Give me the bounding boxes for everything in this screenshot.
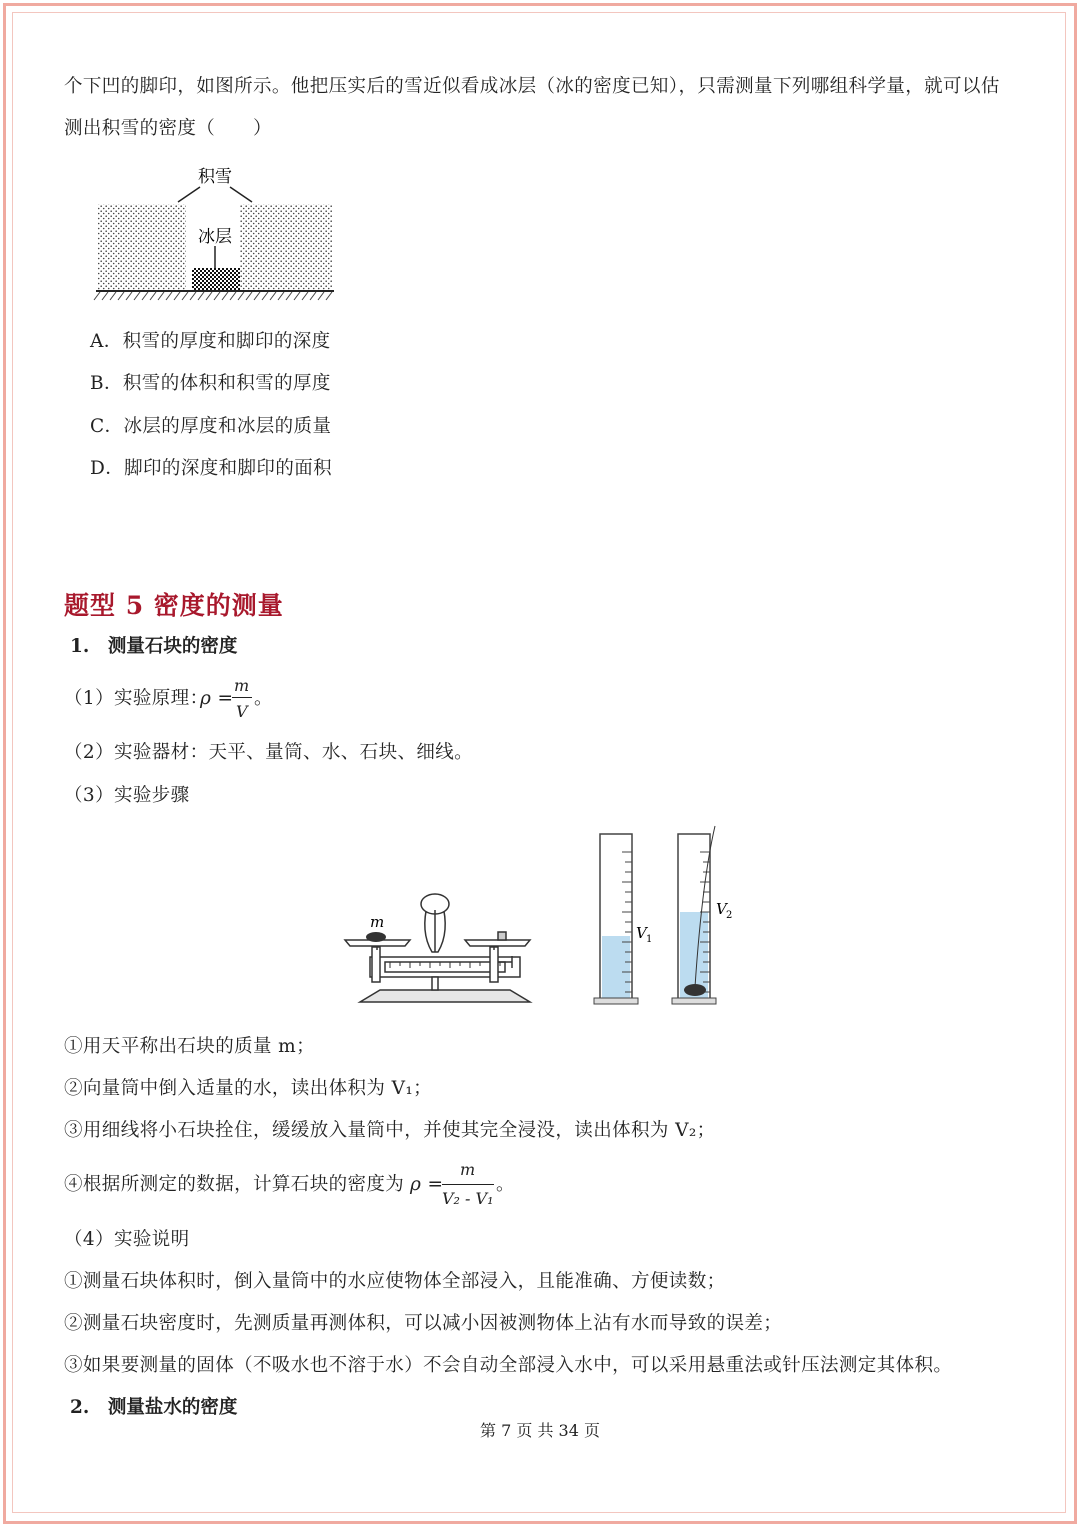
- option-a: A．积雪的厚度和脚印的深度: [90, 331, 331, 352]
- step-2: ②向量筒中倒入适量的水，读出体积为 V₁；: [64, 1078, 433, 1099]
- steps-title: （3）实验步骤: [64, 785, 190, 806]
- ice-label: 冰层: [198, 227, 232, 247]
- question-line-2: 测出积雪的密度（ ）: [64, 118, 272, 139]
- equipment: （2）实验器材：天平、量筒、水、石块、细线。: [64, 742, 474, 763]
- snow-label: 积雪: [198, 167, 232, 187]
- measuring-cylinder-1: [594, 834, 652, 1004]
- section-title: 题型 5 密度的测量: [64, 591, 284, 620]
- balance-icon: [345, 894, 530, 1002]
- step-4-numerator: m: [460, 1160, 476, 1179]
- step-4-end: 。: [496, 1174, 515, 1195]
- option-d: D．脚印的深度和脚印的面积: [90, 458, 333, 479]
- step-4-rho: ρ =: [410, 1174, 444, 1195]
- step-1: ①用天平称出石块的质量 m；: [64, 1036, 316, 1057]
- item-1-heading: 1. 测量石块的密度: [70, 636, 238, 657]
- note-3: ③如果要测量的固体（不吸水也不溶于水）不会自动全部浸入水中，可以采用悬重法或针压法测定其体积。: [64, 1355, 953, 1376]
- principle-label: （1）实验原理：: [64, 688, 209, 709]
- step-4-fraction-bar: [442, 1184, 494, 1185]
- step-3: ③用细线将小石块拴住，缓缓放入量筒中，并使其完全浸没，读出体积为 V₂；: [64, 1120, 716, 1141]
- principle-numerator: m: [234, 676, 250, 695]
- note-1: ①测量石块体积时，倒入量筒中的水应使物体全部浸入，且能准确、方便读数；: [64, 1271, 726, 1292]
- stone-in-cylinder: [684, 984, 706, 996]
- item-2-heading: 2. 测量盐水的密度: [70, 1397, 238, 1418]
- option-b: B．积雪的体积和积雪的厚度: [90, 373, 331, 394]
- v2-label: V: [716, 900, 727, 918]
- step-4-text: ④根据所测定的数据，计算石块的密度为: [64, 1174, 405, 1195]
- principle-end: 。: [254, 688, 273, 709]
- step-4-denominator: V₂ - V₁: [442, 1189, 494, 1208]
- mass-label: m: [370, 913, 385, 931]
- v1-subscript: 1: [646, 934, 653, 945]
- stone-on-pan: [366, 932, 386, 942]
- snow-left: [98, 204, 186, 290]
- ice-layer: [192, 268, 240, 290]
- snow-right: [240, 204, 332, 290]
- apparatus-figure: [340, 822, 740, 1012]
- note-2: ②测量石块密度时，先测质量再测体积，可以减小因被测物体上沾有水而导致的误差；: [64, 1313, 783, 1334]
- notes-title: （4）实验说明: [64, 1229, 190, 1250]
- snow-footprint-figure: [90, 160, 340, 305]
- principle-denominator: V: [236, 702, 248, 721]
- question-line-1: 个下凹的脚印，如图所示。他把压实后的雪近似看成冰层（冰的密度已知），只需测量下列哪组科学量，就可以估: [64, 76, 1000, 97]
- option-c: C．冰层的厚度和冰层的质量: [90, 416, 332, 437]
- measuring-cylinder-2: [672, 826, 732, 1004]
- principle-rho: ρ =: [200, 688, 234, 709]
- v2-subscript: 2: [726, 910, 733, 921]
- v1-label: V: [636, 924, 647, 942]
- page-footer: 第 7 页 共 34 页: [480, 1421, 600, 1440]
- principle-fraction-bar: [232, 697, 252, 698]
